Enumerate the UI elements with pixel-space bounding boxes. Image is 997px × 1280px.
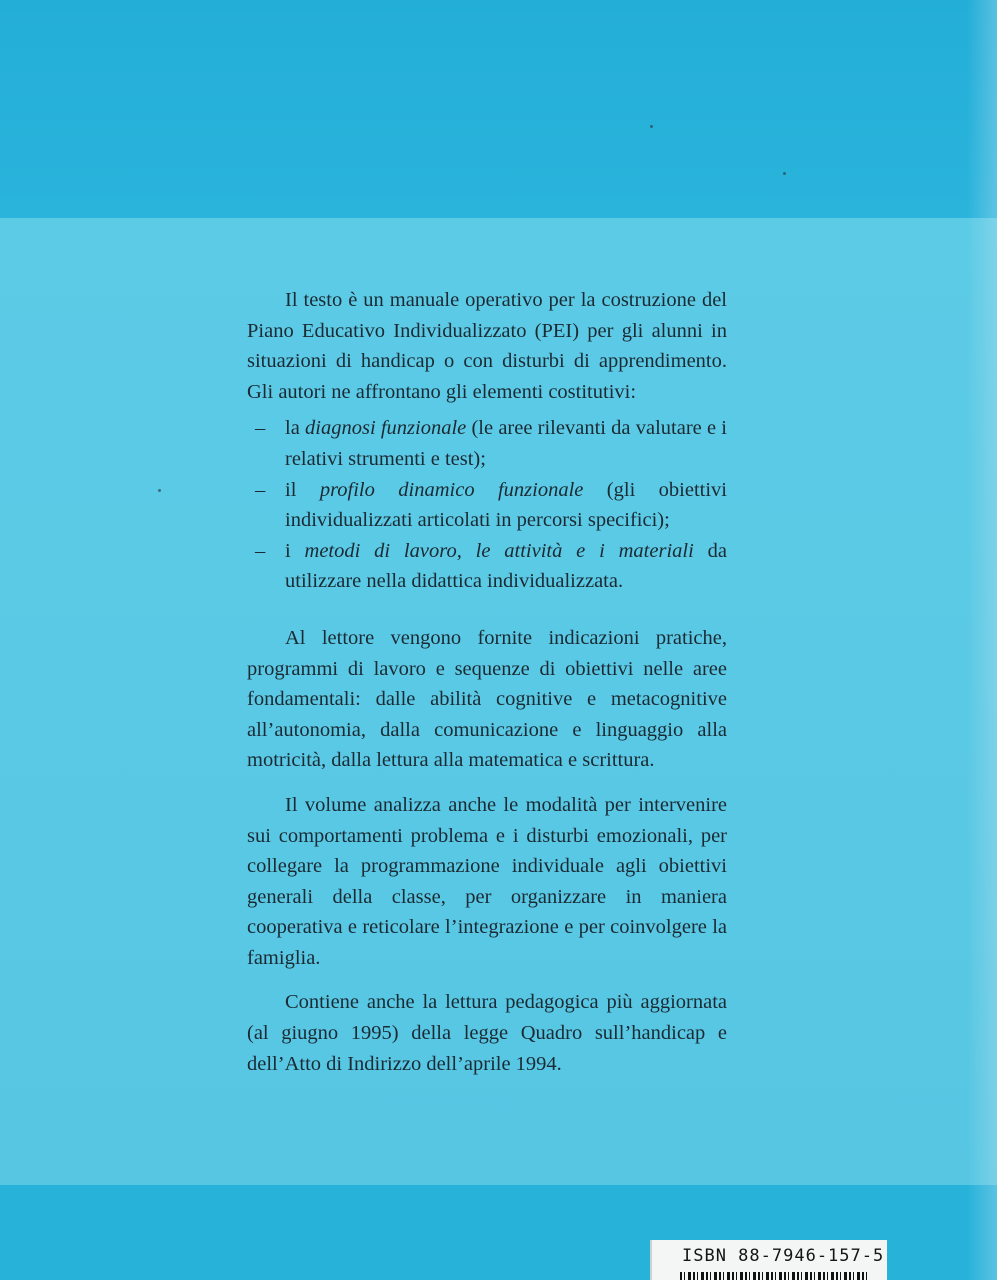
- isbn-label: ISBN 88-7946-157-5: [682, 1246, 885, 1266]
- list-item-text: (le aree rilevanti da valutare e i relativi strumenti e test);: [285, 417, 727, 470]
- list-dash: –: [255, 539, 266, 562]
- law-paragraph: Contiene anche la lettura pedagogica più aggiornata (al giugno 1995) della legge Quadro sull’handicap e dell’Atto di Indirizzo dell’aprile 1994.: [247, 991, 727, 1075]
- print-speck: [158, 489, 161, 492]
- list-item: [247, 413, 727, 474]
- list-item: [247, 536, 727, 597]
- intro-paragraph: Il testo è un manuale operativo per la costruzione del Piano Educativo Individualizzato (PEI) per gli alunni in situazioni di handicap o con disturbi di apprendimento. Gli autori ne affrontano gli elementi costitutivi:: [247, 289, 727, 403]
- barcode: [680, 1272, 870, 1280]
- print-speck: [650, 125, 653, 128]
- list-item: [247, 475, 727, 536]
- list-dash: –: [255, 417, 266, 440]
- list-item-lead: la: [285, 417, 306, 440]
- top-color-band: [0, 0, 997, 218]
- list-item-lead: i: [285, 539, 305, 562]
- list-item-text: da utilizzare nella didattica individualizzata.: [285, 539, 727, 593]
- elements-list: [247, 413, 727, 597]
- list-item-lead: il: [285, 478, 320, 501]
- list-item-term: profilo dinamico funzionale: [319, 478, 584, 501]
- print-speck: [783, 172, 786, 175]
- cover-edge-shading: [967, 0, 997, 1280]
- isbn-sticker: [650, 1240, 887, 1280]
- list-item-term: diagnosi funzionale: [305, 417, 467, 440]
- list-dash: –: [255, 478, 266, 501]
- readers-paragraph: Al lettore vengono fornite indicazioni pratiche, programmi di lavoro e sequenze di obiettivi nelle aree fondamentali: dalle abilità cognitive e metacognitive all’autonomia, dalla comunicazione e linguaggio alla motricità, dalla lettura alla matematica e scrittura.: [247, 626, 727, 772]
- back-cover-description: [247, 285, 727, 1079]
- list-item-term: metodi di lavoro, le attività e i materiali: [304, 539, 694, 562]
- list-item-text: (gli obiettivi individualizzati articolati in percorsi specifici);: [285, 478, 727, 532]
- volume-paragraph: Il volume analizza anche le modalità per intervenire sui comportamenti problema e i disturbi emozionali, per collegare la programmazione individuale agli obiettivi generali della classe, per organizzare in maniera cooperativa e reticolare l’integrazione e per coinvolgere la famiglia.: [247, 793, 727, 969]
